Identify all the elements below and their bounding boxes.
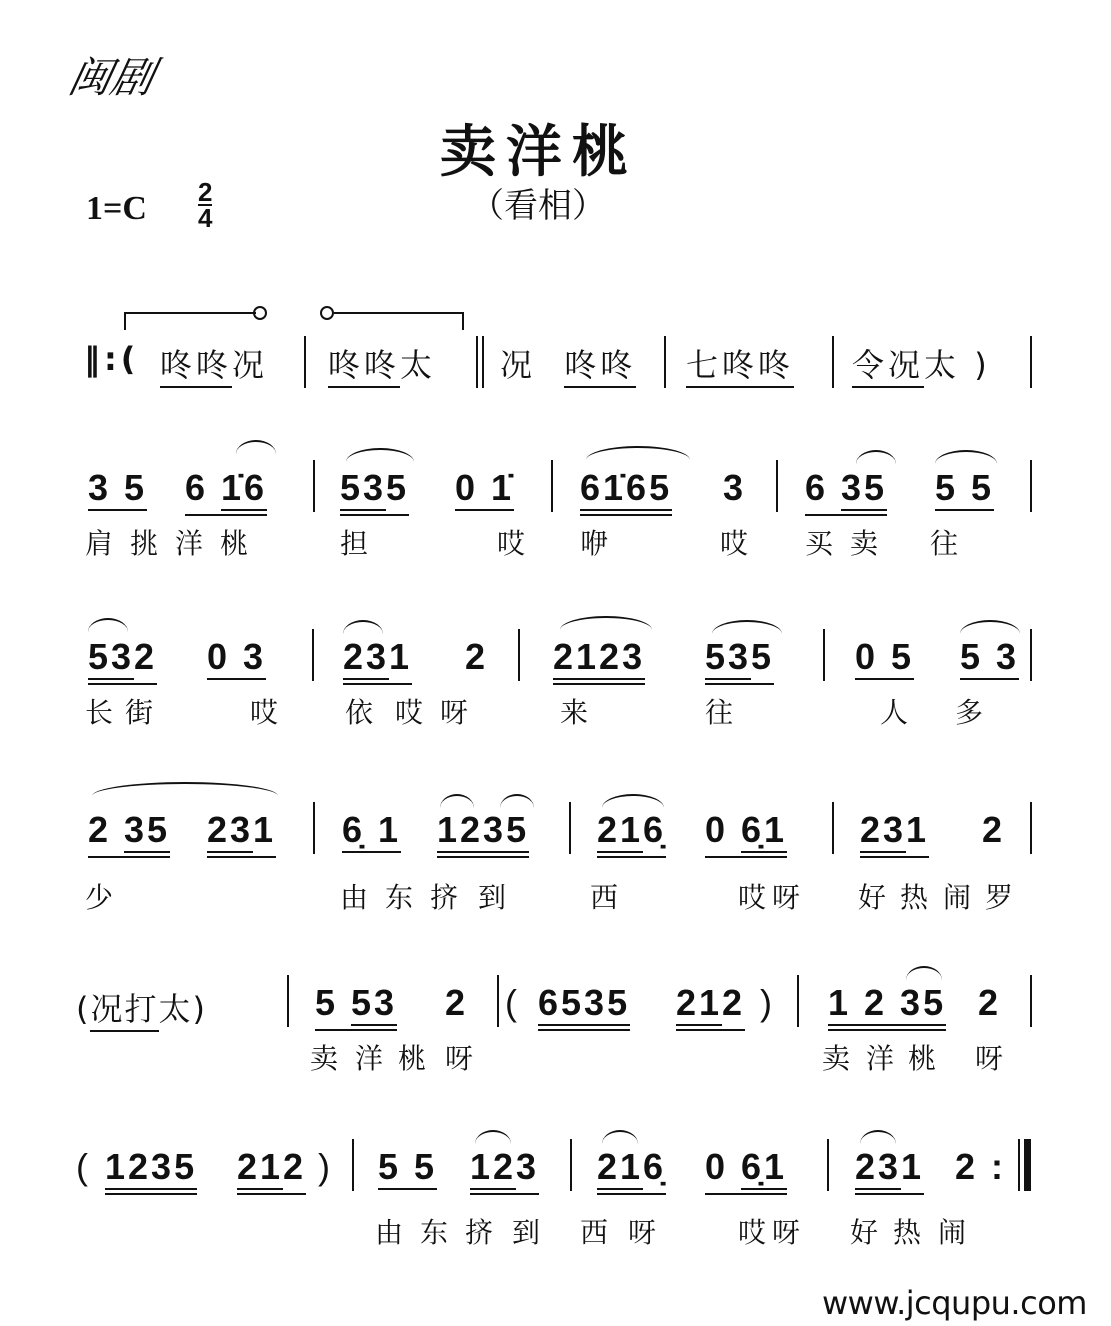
lyric: 呀: [772, 881, 801, 914]
lyric: 呀: [975, 1042, 1004, 1075]
lyric: 挑: [130, 527, 159, 560]
beam-underline: [553, 636, 646, 685]
barline: [827, 1139, 829, 1191]
barline: [1030, 975, 1032, 1027]
beam-underline: [705, 1146, 788, 1195]
repeat-start: ‖:(: [84, 340, 140, 378]
lyric: 肩: [85, 527, 114, 560]
lyric: 哎: [497, 527, 526, 560]
barline: [287, 975, 289, 1027]
note-text: 1235: [105, 1149, 197, 1190]
barline: [570, 1139, 572, 1191]
slur: [960, 620, 1020, 634]
barline: [797, 975, 799, 1027]
lyric: 洋: [175, 527, 204, 560]
beam-underline: [705, 809, 788, 858]
slur: [602, 1130, 638, 1144]
lyric: 桃: [908, 1042, 937, 1075]
slur: [560, 616, 652, 630]
barline: [1030, 460, 1032, 512]
note-text: 1: [389, 636, 413, 677]
beam-underline: [597, 1146, 667, 1195]
lyric: 呀: [628, 1216, 657, 1249]
lyric: 哎: [738, 1216, 767, 1249]
lyric: 东: [385, 881, 414, 914]
perc: 咚咚: [328, 346, 400, 388]
barline: [832, 802, 834, 854]
perc: (: [76, 990, 91, 1028]
note-group: [676, 983, 745, 1031]
beam-underline: [437, 809, 530, 858]
perc: 咚咚: [160, 346, 232, 388]
barline: [832, 336, 834, 388]
barline: [1030, 336, 1032, 388]
perc: 况打: [90, 990, 158, 1032]
slur: [88, 618, 128, 632]
beam-underline: [340, 467, 410, 516]
note-text: 5 5: [378, 1149, 437, 1190]
note-group: [88, 637, 157, 685]
note-group: [705, 637, 774, 685]
note-text: 53: [340, 470, 386, 511]
barline: [664, 336, 666, 388]
barline: [569, 802, 571, 854]
note-text: 2123: [553, 639, 645, 680]
perc: ): [974, 346, 991, 384]
note-group: [855, 637, 914, 680]
beam-underline: [538, 982, 631, 1031]
note-text: 2: [722, 982, 746, 1023]
slur: [906, 966, 942, 980]
note-group: [88, 810, 170, 858]
beam-underline: [237, 1146, 307, 1195]
lyric: 由: [340, 881, 369, 914]
note-text: 6̣1: [741, 812, 787, 853]
note-group: [185, 468, 267, 516]
note: 2: [978, 982, 1002, 1023]
note-text: 6: [185, 467, 222, 508]
slur: [935, 450, 997, 464]
note-text: 53: [705, 639, 751, 680]
note-text: 0 1̇: [455, 470, 514, 511]
note-group: [705, 810, 787, 858]
note-text: 6535: [538, 985, 630, 1026]
lyric: 依: [345, 696, 374, 729]
note: 2 :: [955, 1146, 1007, 1187]
barline: [518, 629, 520, 681]
note-group: [207, 810, 276, 858]
beam-underline: [855, 1146, 925, 1195]
paren: ): [318, 1146, 333, 1187]
note-text: 5: [751, 636, 775, 677]
bracket-circle: [253, 306, 267, 320]
perc: 太: [400, 346, 437, 384]
barline: [497, 975, 499, 1027]
lyric: 东: [420, 1216, 449, 1249]
paren: (: [505, 982, 520, 1023]
time-top: 2: [198, 177, 213, 207]
note-text: 53: [351, 985, 397, 1026]
note-group: [315, 983, 397, 1031]
perc: 咚咚: [564, 346, 636, 388]
lyric: 罗: [985, 881, 1014, 914]
note-text: 3 5: [88, 470, 147, 511]
note-group: [553, 637, 645, 685]
percussion-measure: [500, 340, 636, 386]
note-text: 1: [906, 809, 930, 850]
perc: 况: [888, 346, 925, 384]
paren: ): [760, 982, 775, 1023]
note-group: [342, 810, 401, 853]
percussion-bracket: [124, 312, 256, 330]
note-text: 35: [124, 812, 170, 853]
note-text: 23: [860, 812, 906, 853]
lyric: 咿: [580, 527, 609, 560]
beam-underline: [343, 636, 413, 685]
beam-underline: [88, 636, 158, 685]
lyric: 闹: [938, 1216, 967, 1249]
note-group: [343, 637, 412, 685]
final-barline-thick: [1024, 1139, 1031, 1191]
barline: [482, 336, 484, 388]
note-text: 61̇65: [580, 470, 672, 511]
note-group: [580, 468, 672, 516]
subtitle: （看相）: [470, 186, 606, 226]
slur: [346, 448, 414, 462]
note-group: [828, 983, 946, 1031]
lyric: 卖: [850, 527, 879, 560]
key-signature: 1=C: [86, 190, 147, 227]
note-group: [705, 1147, 787, 1195]
beam-underline: [805, 467, 888, 516]
lyric: 挤: [465, 1216, 494, 1249]
barline: [313, 460, 315, 512]
note-group: [455, 468, 514, 511]
lyric: 担: [340, 527, 369, 560]
note-text: 1 2: [828, 982, 901, 1023]
note-group: [855, 1147, 924, 1195]
lyric: 长: [85, 696, 114, 729]
note-text: 21: [597, 812, 643, 853]
beam-underline: [88, 809, 171, 858]
note-text: 6̣1: [741, 1149, 787, 1190]
note-text: 2: [88, 809, 125, 850]
lyric: 往: [930, 527, 959, 560]
beam-underline: [676, 982, 746, 1031]
slur: [602, 794, 664, 808]
lyric: 呀: [445, 1042, 474, 1075]
lyric: 哎: [250, 696, 279, 729]
lyric: 来: [560, 696, 589, 729]
time-signature: [198, 177, 213, 233]
note: 3: [723, 467, 747, 508]
watermark: www.jcqupu.com: [822, 1284, 1087, 1322]
lyric: 由: [375, 1216, 404, 1249]
beam-underline: [207, 809, 277, 858]
lyric: 呀: [440, 696, 469, 729]
note-group: [597, 1147, 666, 1195]
note-group: [340, 468, 409, 516]
perc: 七: [686, 346, 723, 384]
perc: 况: [500, 346, 537, 384]
final-barline: [1018, 1139, 1020, 1191]
lyric: 闹: [943, 881, 972, 914]
percussion-measure: [328, 340, 436, 386]
perc: 况: [232, 346, 269, 384]
lyric: 哎: [720, 527, 749, 560]
note-text: 23: [855, 1149, 901, 1190]
lyric: 好: [858, 881, 887, 914]
slur: [343, 620, 383, 634]
note-group: [105, 1147, 197, 1195]
slur: [500, 794, 534, 808]
lyric: 买: [805, 527, 834, 560]
note-text: 6̣ 1: [342, 812, 401, 853]
note-text: 5: [315, 982, 352, 1023]
barline: [352, 1139, 354, 1191]
beam-underline: [705, 636, 775, 685]
lyric: 少: [85, 881, 114, 914]
note: 2: [445, 982, 469, 1023]
slur: [92, 782, 278, 796]
beam-underline: [828, 982, 947, 1031]
note-text: 0: [705, 809, 742, 850]
note-text: 1: [253, 809, 277, 850]
note-group: [935, 468, 994, 511]
lyric: 到: [478, 881, 507, 914]
note-text: 0 3: [207, 639, 266, 680]
beam-underline: [828, 982, 947, 1026]
note-text: 12: [470, 1149, 516, 1190]
perc: 太: [924, 346, 961, 384]
note-text: 53: [88, 639, 134, 680]
lyric: 街: [125, 696, 154, 729]
note-text: 5: [386, 467, 410, 508]
slur: [712, 620, 782, 634]
perc: 令: [852, 346, 889, 384]
lyric: 多: [955, 696, 984, 729]
barline: [476, 336, 478, 388]
note: 2: [465, 636, 489, 677]
beam-underline: [597, 809, 667, 858]
note-text: 0: [705, 1146, 742, 1187]
percussion-measure: [160, 340, 268, 386]
perc: 太): [158, 990, 207, 1028]
barline: [823, 629, 825, 681]
slur: [236, 440, 276, 454]
note-text: 21: [237, 1149, 283, 1190]
note-group: [437, 810, 529, 858]
lyric: 卖: [310, 1042, 339, 1075]
lyric: 桃: [398, 1042, 427, 1075]
slur: [586, 446, 690, 460]
lyric: 热: [900, 881, 929, 914]
page-title: 卖洋桃: [440, 120, 638, 185]
note-text: 0 5: [855, 639, 914, 680]
slur: [860, 1130, 896, 1144]
barline: [1030, 802, 1032, 854]
note-text: 21: [597, 1149, 643, 1190]
note-text: 1235: [437, 812, 529, 853]
slur: [475, 1130, 511, 1144]
note-text: 3: [516, 1146, 540, 1187]
lyric: 西: [580, 1216, 609, 1249]
beam-underline: [315, 982, 398, 1031]
lyric: 洋: [866, 1042, 895, 1075]
slur: [440, 794, 474, 808]
beam-underline: [105, 1146, 198, 1195]
lyric: 哎: [738, 881, 767, 914]
lyric: 卖: [822, 1042, 851, 1075]
beam-underline: [580, 467, 673, 516]
note-group: [207, 637, 266, 680]
note-text: 35: [841, 470, 887, 511]
barline: [1030, 629, 1032, 681]
note-text: 5 3: [960, 639, 1019, 680]
lyric: 到: [512, 1216, 541, 1249]
percussion-measure: [76, 984, 207, 1030]
note-group: [960, 637, 1019, 680]
genre-label: 闽剧: [64, 53, 159, 102]
percussion-bracket: [334, 312, 464, 330]
lyric: 人: [880, 696, 909, 729]
note-text: 6̣: [643, 1146, 667, 1187]
lyric: 洋: [355, 1042, 384, 1075]
note-group: [378, 1147, 437, 1190]
lyric: 哎: [395, 696, 424, 729]
note-group: [597, 810, 666, 858]
lyric: 往: [705, 696, 734, 729]
barline: [776, 460, 778, 512]
perc: 咚咚: [722, 346, 795, 384]
note-text: 6: [805, 467, 842, 508]
percussion-measure: [686, 340, 794, 386]
time-bottom: 4: [198, 203, 213, 233]
note: 2: [982, 809, 1006, 850]
beam-underline: [185, 467, 268, 516]
barline: [313, 802, 315, 854]
lyric: 挤: [430, 881, 459, 914]
barline: [312, 629, 314, 681]
note-text: 35: [900, 982, 947, 1023]
lyric: 桃: [220, 527, 249, 560]
lyric: 热: [893, 1216, 922, 1249]
note-text: 1̇6: [221, 470, 267, 511]
barline: [551, 460, 553, 512]
note-group: [237, 1147, 306, 1195]
bracket-circle: [320, 306, 334, 320]
note-text: 1: [901, 1146, 925, 1187]
percussion-measure: [852, 340, 991, 386]
lyric: 呀: [772, 1216, 801, 1249]
lyric: 西: [590, 881, 619, 914]
beam-underline: [860, 809, 930, 858]
note-text: 23: [207, 812, 253, 853]
note-group: [88, 468, 147, 511]
note-text: 21: [676, 985, 722, 1026]
barline: [304, 336, 306, 388]
beam-underline: [470, 1146, 540, 1195]
paren: (: [76, 1146, 91, 1187]
note-text: 23: [343, 639, 389, 680]
lyric: 好: [850, 1216, 879, 1249]
note-group: [805, 468, 887, 516]
note-text: 2: [283, 1146, 307, 1187]
note-group: [860, 810, 929, 858]
note-group: [470, 1147, 539, 1195]
note-text: 5 5: [935, 470, 994, 511]
note-text: 6̣: [643, 809, 667, 850]
note-group: [538, 983, 630, 1031]
slur: [856, 450, 896, 464]
note-text: 2: [134, 636, 158, 677]
